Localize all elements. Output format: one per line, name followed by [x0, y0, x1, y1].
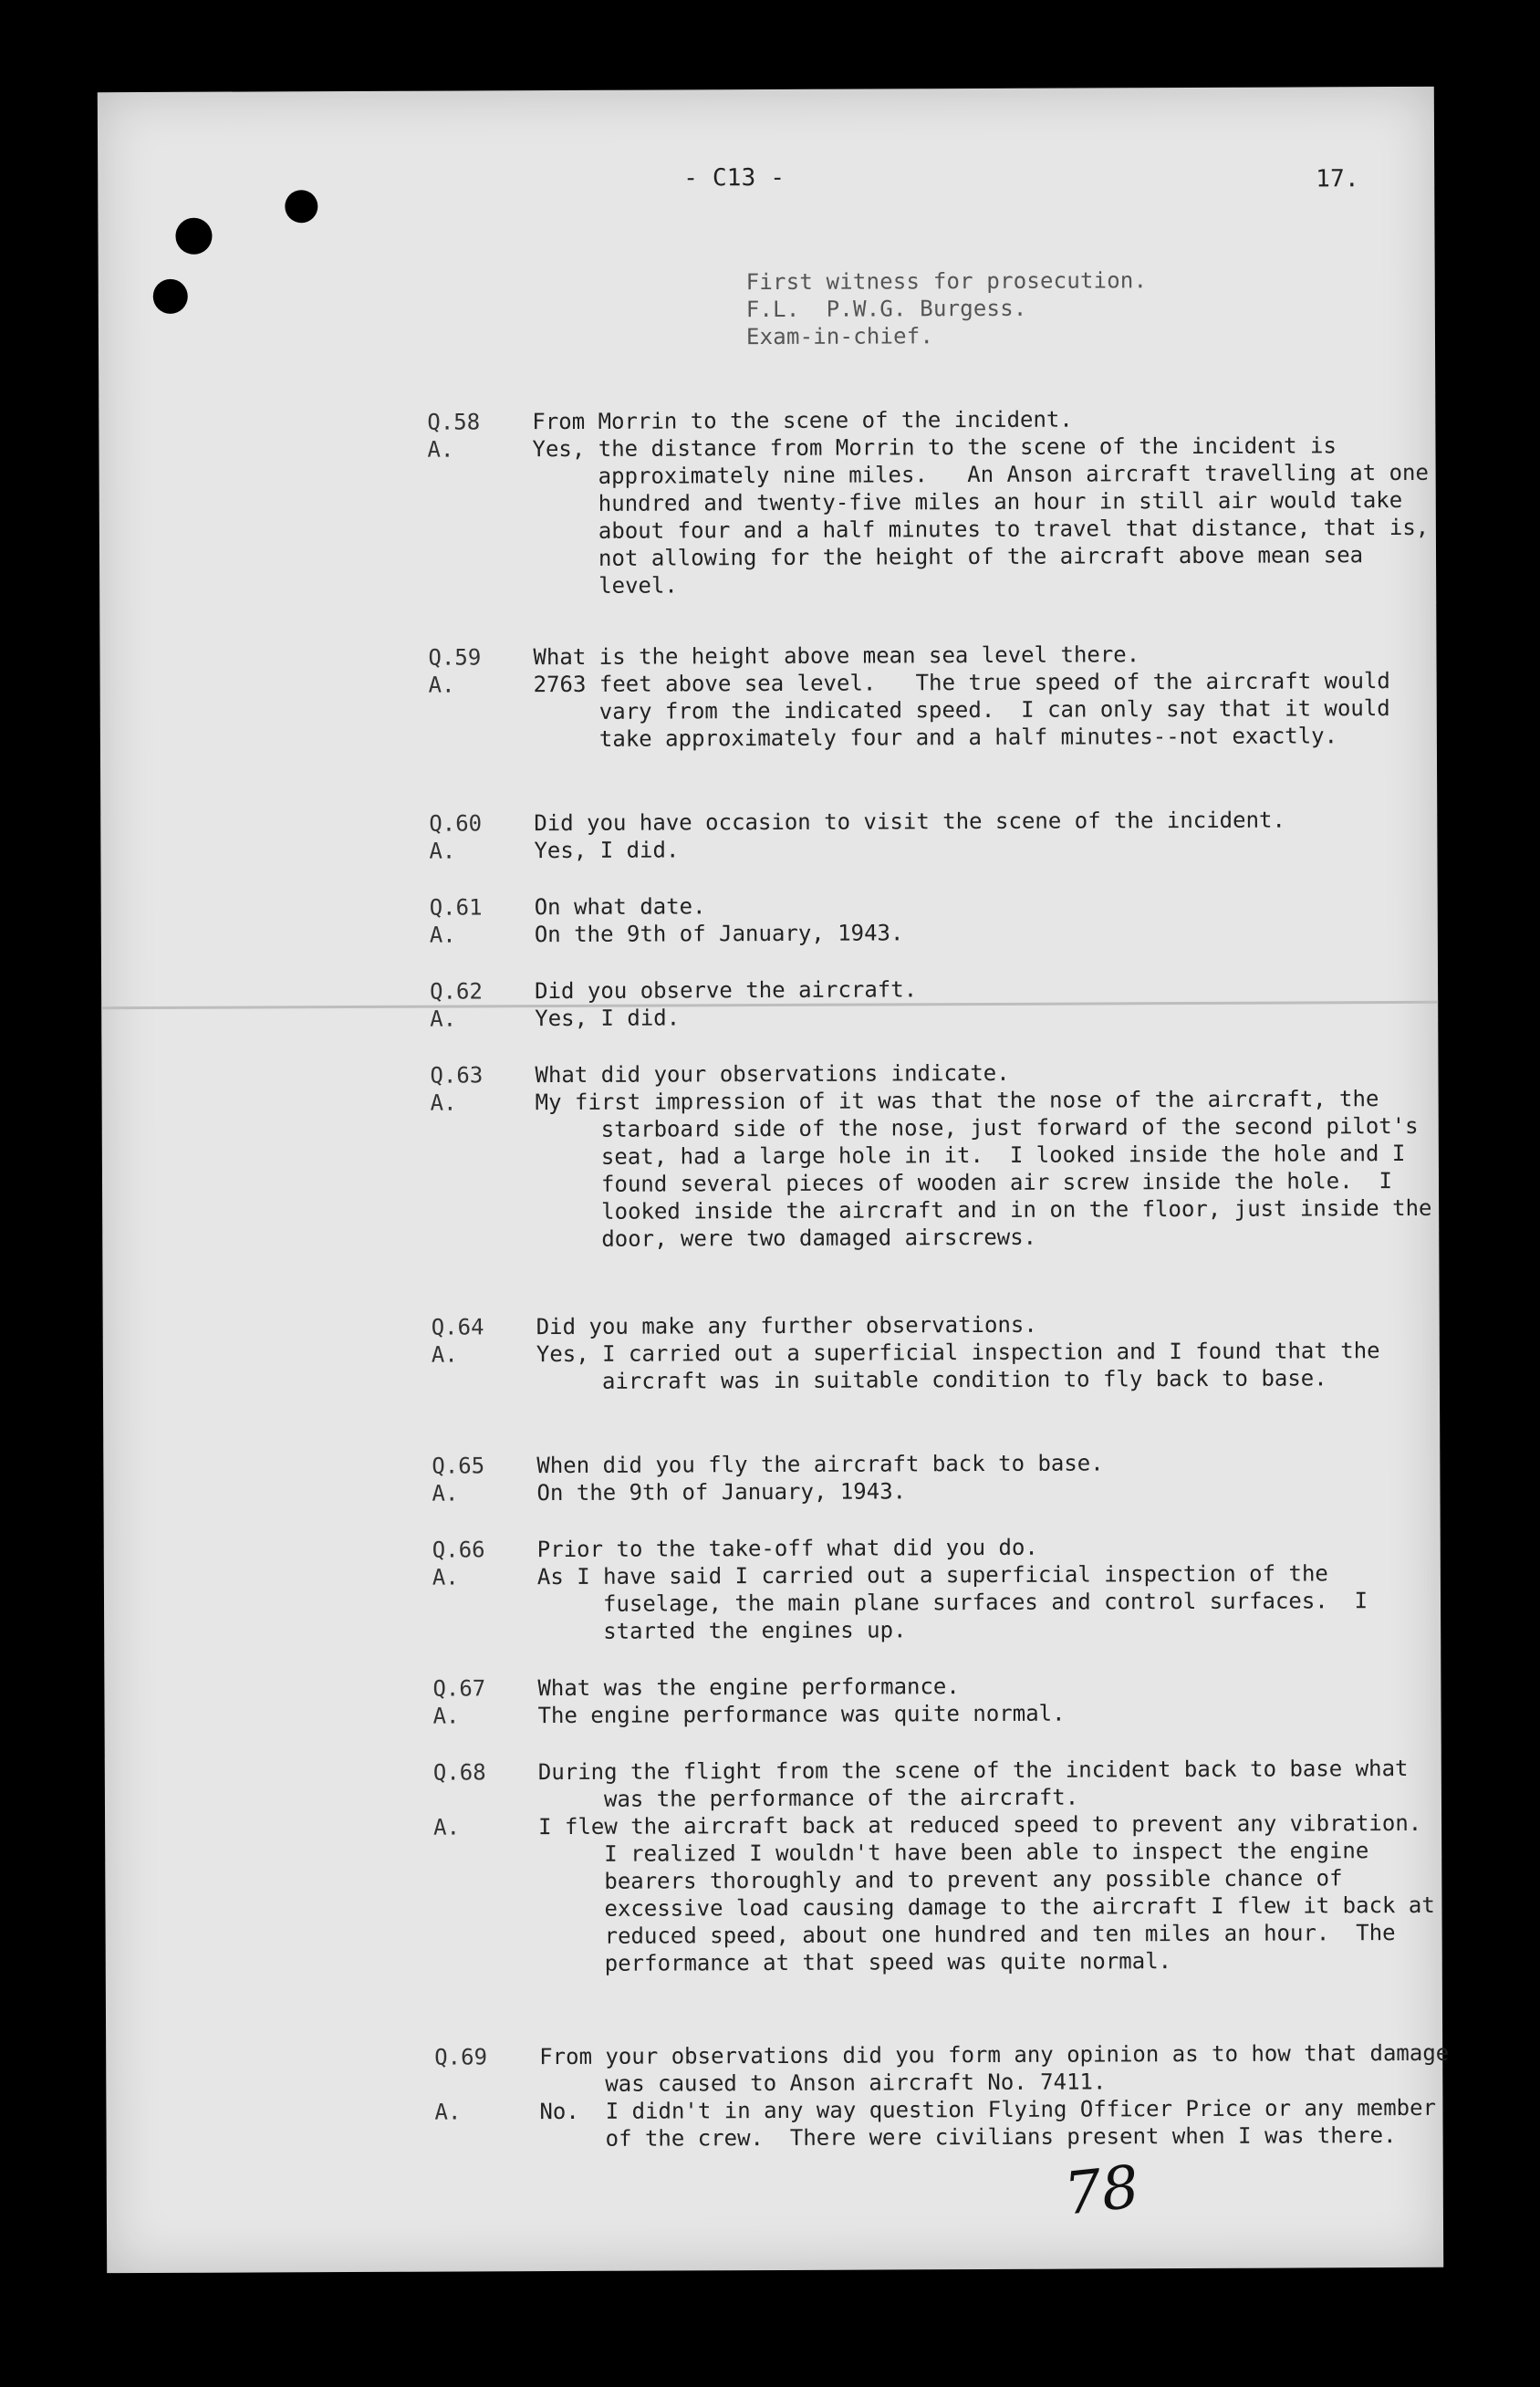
question-label: Q.67: [432, 1675, 486, 1702]
question-label: Q.65: [432, 1453, 485, 1479]
answer-label: A.: [427, 436, 454, 463]
question-label: Q.58: [427, 409, 481, 435]
answer-text: Yes, I did.: [534, 837, 680, 864]
answer-text: No. I didn't in any way question Flying Officer Price or any member of the crew. There were civilians present when I was there.: [539, 2094, 1450, 2152]
answer-text: As I have said I carried out a superficial inspection of the fuselage, the main plane surfaces and control surfaces. I started the engines up.: [536, 1560, 1381, 1644]
answer-label: A.: [430, 1089, 457, 1116]
answer-label: A.: [432, 1480, 459, 1506]
answer-text: 2763 feet above sea level. The true speed of the aircraft would vary from the indicated speed. I can only say that it would take approximately four and a half minutes--not exactly.: [533, 667, 1404, 752]
answer-label: A.: [429, 838, 456, 864]
answer-label: A.: [428, 672, 455, 698]
question-text: From your observations did you form any opinion as to how that damage was caused to Anson aircraft No. 7411.: [539, 2039, 1462, 2097]
question-text: Did you make any further observations.: [536, 1311, 1037, 1340]
handwritten-page-note: 78: [1061, 2153, 1143, 2229]
question-text: What is the height above mean sea level there.: [533, 641, 1140, 671]
answer-label: A.: [434, 2099, 462, 2125]
answer-text: I flew the aircraft back at reduced speed to prevent any vibration. I realized I wouldn't have been able to inspect the engine bearers thoroughly and to prevent any possible chance of excessive load causing damage to the aircraft I flew it back at reduced speed, about one hundred and ten miles an hour. The performance at that speed was quite normal.: [538, 1809, 1449, 1976]
question-text: During the flight from the scene of the incident back to base what was the performance of the aircraft.: [537, 1755, 1421, 1812]
punch-hole: [153, 279, 188, 314]
question-text: Did you have occasion to visit the scene of the incident.: [534, 807, 1285, 837]
question-label: Q.61: [429, 894, 483, 921]
answer-label: A.: [432, 1564, 459, 1590]
question-label: Q.68: [432, 1759, 486, 1786]
question-label: Q.62: [430, 978, 483, 1005]
heading-line-3: Exam-in-chief.: [745, 323, 934, 350]
answer-text: Yes, the distance from Morrin to the scene of the incident is approximately nine miles. An Anson aircraft travelling at one hundred and twenty-five miles an hour in still air would take about four and a half minutes to travel that distance, that is, not allowing for the height of the aircraft above mean sea level.: [532, 433, 1442, 599]
answer-label: A.: [430, 1006, 457, 1032]
answer-text: The engine performance was quite normal.: [537, 1700, 1066, 1729]
page-code: - C13 -: [683, 163, 786, 193]
question-text: When did you fly the aircraft back to base.: [536, 1450, 1104, 1479]
answer-text: Yes, I carried out a superficial inspection and I found that the aircraft was in suitable condition to fly back to base.: [536, 1338, 1394, 1394]
answer-label: A.: [433, 1814, 461, 1840]
answer-text: My first impression of it was that the nose of the aircraft, the starboard side of the nose, just forward of the second pilot's seat, had a large hole in it. I looked inside the hole and I found several pieces of wooden air screw inside the hole. I looked inside the aircraft and in on the floor, just inside the door, were two damaged airscrews.: [535, 1086, 1445, 1252]
answer-text: On the 9th of January, 1943.: [534, 920, 904, 948]
question-text: What was the engine performance.: [537, 1673, 960, 1702]
answer-text: On the 9th of January, 1943.: [536, 1478, 907, 1506]
answer-text: Yes, I did.: [535, 1005, 681, 1032]
question-text: From Morrin to the scene of the incident.: [532, 406, 1073, 435]
question-label: Q.63: [430, 1062, 484, 1089]
page-number: 17.: [1316, 165, 1359, 193]
question-text: Prior to the take-off what did you do.: [536, 1534, 1038, 1563]
heading-line-1: First witness for prosecution.: [745, 267, 1148, 296]
question-label: Q.66: [432, 1537, 485, 1563]
question-label: Q.69: [434, 2044, 488, 2070]
answer-label: A.: [431, 1341, 458, 1368]
heading-line-2: F.L. P.W.G. Burgess.: [745, 295, 1027, 323]
question-label: Q.64: [431, 1314, 484, 1340]
punch-hole: [175, 218, 212, 255]
document-page: [98, 87, 1462, 2273]
question-text: What did your observations indicate.: [535, 1059, 1010, 1089]
question-text: Did you observe the aircraft.: [535, 976, 918, 1005]
question-label: Q.59: [428, 644, 482, 671]
answer-label: A.: [432, 1703, 460, 1729]
punch-hole: [285, 190, 317, 223]
question-text: On what date.: [534, 893, 706, 921]
answer-label: A.: [429, 922, 456, 948]
question-label: Q.60: [429, 810, 483, 837]
